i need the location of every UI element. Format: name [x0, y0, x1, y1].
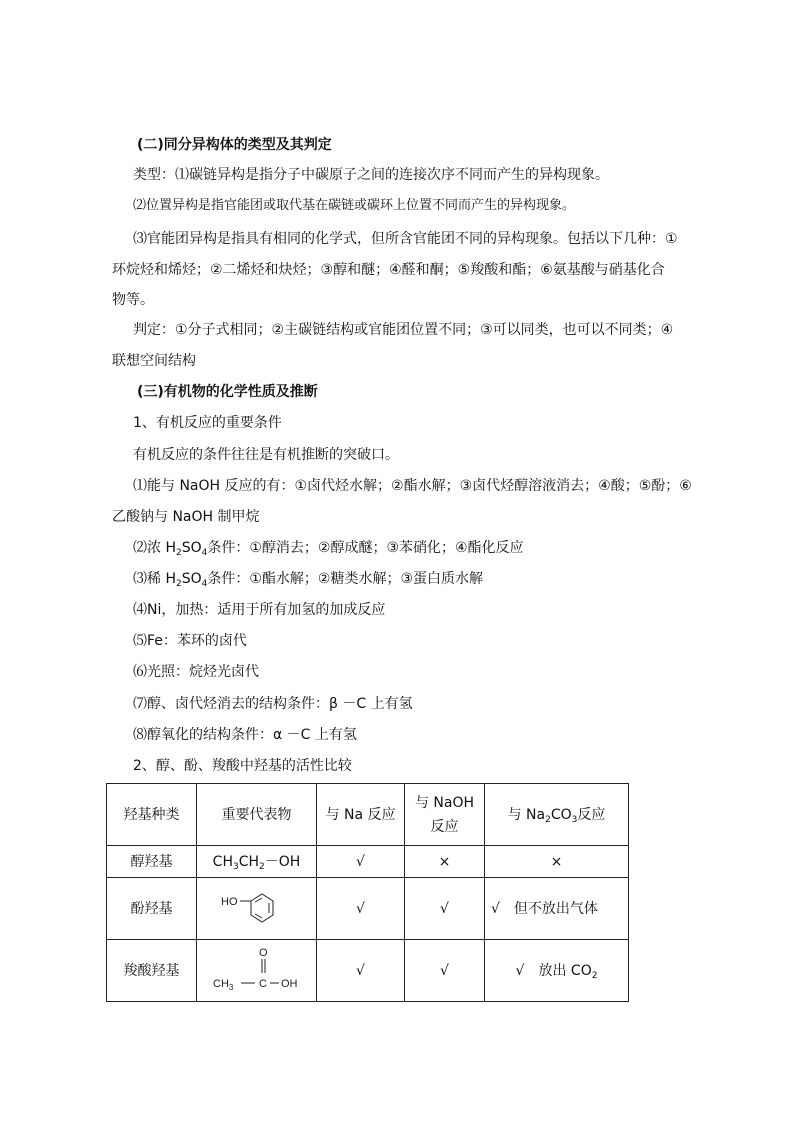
- phenol-structure-icon: [217, 881, 297, 937]
- c3-sub-a: 2: [175, 579, 182, 589]
- row-carboxylic-naoh: √: [405, 940, 485, 1002]
- header-with-na2co3: [485, 784, 629, 846]
- header-with-na: 与 Na 反应: [317, 784, 405, 846]
- row-carboxylic-representative: [197, 940, 317, 1002]
- c3-text-a: ⑶稀 H: [133, 571, 176, 587]
- c2-sub-b: 4: [201, 548, 208, 558]
- r1-rep-sub-b: 2: [259, 861, 265, 872]
- type-line-2: ⑵位置异构是指官能团或取代基在碳链或碳环上位置不同而产生的异构现象。: [133, 198, 576, 213]
- acid-c-label: C: [258, 977, 267, 990]
- r3-na2co3-sub: 2: [591, 970, 598, 981]
- subheading-conditions: 1、有机反应的重要条件: [133, 415, 282, 431]
- h5-sub-a: 2: [545, 814, 551, 825]
- acid-ch3-label: [213, 978, 234, 992]
- c3-text-c: 条件：①酯水解；②糖类水解；③蛋白质水解: [207, 571, 484, 587]
- header-hydroxyl-type: 羟基种类: [107, 784, 197, 846]
- acid-o-label: O: [258, 946, 268, 959]
- condition-8: ⑻醇氧化的结构条件：α －C 上有氢: [133, 727, 357, 743]
- row-phenol-representative: [197, 878, 317, 940]
- r1-rep-c: －OH: [264, 853, 301, 870]
- condition-5: ⑸Fe：苯环的卤代: [133, 633, 247, 649]
- phenol-ho-label: HO: [220, 895, 237, 908]
- row-alcohol-type: 醇羟基: [107, 846, 197, 878]
- type-line-3a: ⑶官能团异构是指具有相同的化学式，但所含官能团不同的异构现象。包括以下几种：①: [133, 231, 678, 247]
- condition-3: [133, 569, 705, 589]
- c3-sub-b: 4: [201, 579, 208, 589]
- c2-text-b: SO: [181, 540, 202, 556]
- row-alcohol-na2co3: ×: [485, 846, 629, 878]
- section2-heading: (二)同分异构体的类型及其判定: [137, 137, 332, 153]
- acid-oh-label: OH: [280, 977, 297, 990]
- h5-text-a: 与 Na: [507, 806, 546, 823]
- judge-line-b: 联想空间结构: [112, 353, 196, 369]
- intro-line: 有机反应的条件往往是有机推断的突破口。: [133, 447, 399, 463]
- acid-ch3-sub: 3: [228, 982, 233, 992]
- row-alcohol-na: √: [317, 846, 405, 878]
- judge-line-a: 判定：①分子式相同；②主碳链结构或官能团位置不同；③可以同类，也可以不同类；④: [133, 322, 674, 338]
- r1-rep-b: CH: [238, 853, 260, 870]
- row-phenol-type: 酚羟基: [107, 878, 197, 940]
- condition-1b: 乙酸钠与 NaOH 制甲烷: [112, 509, 260, 525]
- hydroxyl-activity-table: [106, 783, 629, 1002]
- header-with-naoh: 与 NaOH 反应: [405, 784, 485, 846]
- c2-sub-a: 2: [175, 548, 182, 558]
- type-line-3c: 物等。: [112, 292, 154, 308]
- section3-heading: (三)有机物的化学性质及推断: [137, 384, 318, 400]
- h5-text-c: 反应: [577, 806, 606, 823]
- table-row: [107, 846, 629, 878]
- h5-sub-b: 3: [571, 814, 578, 825]
- row-carboxylic-type: 羧酸羟基: [107, 940, 197, 1002]
- table-row: [107, 940, 629, 1002]
- r1-rep-a: CH: [212, 853, 233, 870]
- c2-text-a: ⑵浓 H: [133, 540, 176, 556]
- r3-na2co3-text: √ 放出 CO: [515, 962, 592, 979]
- r1-rep-sub-a: 3: [232, 861, 239, 872]
- header-representative: 重要代表物: [197, 784, 317, 846]
- h5-text-b: CO: [550, 806, 572, 823]
- table-header-row: [107, 784, 629, 846]
- row-phenol-naoh: √: [405, 878, 485, 940]
- condition-2: [133, 538, 705, 558]
- acid-ch-text: CH: [212, 977, 229, 990]
- type-line-1: 类型：⑴碳链异构是指分子中碳原子之间的连接次序不同而产生的异构现象。: [133, 167, 609, 183]
- type-line-3b: 环烷烃和烯烃；②二烯烃和炔烃；③醇和醚；④醛和酮；⑤羧酸和酯；⑥氨基酸与硝基化合: [112, 262, 665, 278]
- row-alcohol-naoh: ×: [405, 846, 485, 878]
- row-alcohol-representative: [197, 846, 317, 878]
- row-phenol-na: √: [317, 878, 405, 940]
- subheading-activity: 2、醇、酚、羧酸中羟基的活性比较: [133, 758, 352, 774]
- row-carboxylic-na: √: [317, 940, 405, 1002]
- c3-text-b: SO: [181, 571, 202, 587]
- condition-6: ⑹光照：烷烃光卤代: [133, 664, 259, 680]
- condition-1a: ⑴能与 NaOH 反应的有：①卤代烃水解；②酯水解；③卤代烃醇溶液消去；④酸；⑤酚；⑥: [133, 478, 692, 494]
- row-phenol-na2co3: √ 但不放出气体: [485, 878, 629, 940]
- table-row: [107, 878, 629, 940]
- condition-7: ⑺醇、卤代烃消去的结构条件：β －C 上有氢: [133, 696, 413, 712]
- c2-text-c: 条件：①醇消去；②醇成醚；③苯硝化；④酯化反应: [207, 540, 524, 556]
- condition-4: ⑷Ni，加热：适用于所有加氢的加成反应: [133, 602, 386, 618]
- acetic-acid-structure-icon: [209, 943, 305, 999]
- row-carboxylic-na2co3: [485, 940, 629, 1002]
